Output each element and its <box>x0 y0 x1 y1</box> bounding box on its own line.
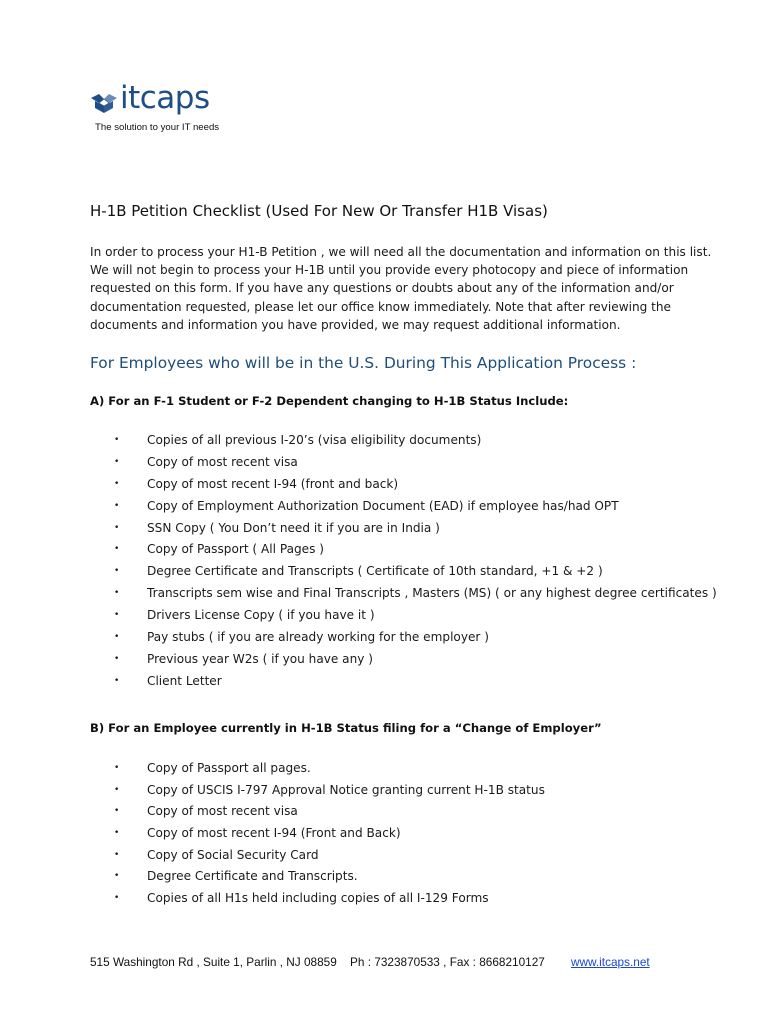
bullet-icon: • <box>114 675 120 686</box>
bullet-icon: • <box>114 588 120 599</box>
checklist-item <box>0 888 770 910</box>
section-heading: For Employees who will be in the U.S. During This Application Process : <box>90 354 637 372</box>
checklist-item <box>0 758 770 780</box>
checklist-item <box>0 583 770 605</box>
checklist-item <box>0 452 770 474</box>
checklist-item <box>0 801 770 823</box>
checklist-item-text: Copy of Social Security Card <box>147 847 319 862</box>
checklist-item <box>0 627 770 649</box>
checklist-item-text: Copy of most recent I-94 (Front and Back) <box>147 826 401 841</box>
checklist-item-text: Previous year W2s ( if you have any ) <box>147 651 373 666</box>
checklist-item-text: Copy of most recent I-94 (front and back) <box>147 476 399 491</box>
logo-emblem-icon <box>90 92 118 114</box>
footer-address: 515 Washington Rd , Suite 1, Parlin , NJ 08859 <box>90 955 337 969</box>
bullet-icon: • <box>114 566 120 577</box>
checklist-item <box>0 474 770 496</box>
logo-tagline: The solution to your IT needs <box>95 122 220 133</box>
intro-paragraph <box>90 243 712 334</box>
checklist-item-text: Degree Certificate and Transcripts ( Certificate of 10th standard, +1 & +2 ) <box>147 564 603 579</box>
section-a-heading: A) For an F-1 Student or F-2 Dependent changing to H-1B Status Include: <box>90 394 569 408</box>
checklist-item-text: Client Letter <box>147 673 222 688</box>
checklist-item <box>0 518 770 540</box>
company-logo <box>90 80 290 138</box>
bullet-icon: • <box>114 784 120 795</box>
checklist-item-text: Drivers License Copy ( if you have it ) <box>147 608 375 623</box>
bullet-icon: • <box>114 806 120 817</box>
bullet-icon: • <box>114 653 120 664</box>
intro-line: documents and information you have provided, we may request additional information. <box>90 317 621 332</box>
bullet-icon: • <box>114 849 120 860</box>
checklist-item <box>0 430 770 452</box>
document-title: H-1B Petition Checklist (Used For New Or Transfer H1B Visas) <box>90 202 548 220</box>
intro-line: We will not begin to process your H-1B until you provide every photocopy and piece of information <box>90 263 689 278</box>
footer-phone-fax: Ph : 7323870533 , Fax : 8668210127 <box>350 955 545 969</box>
bullet-icon: • <box>114 610 120 621</box>
intro-line: documentation requested, please let our office know immediately. Note that after reviewing the <box>90 299 671 314</box>
checklist-item <box>0 671 770 693</box>
checklist-item <box>0 496 770 518</box>
checklist-item <box>0 561 770 583</box>
section-a-checklist <box>0 430 770 693</box>
bullet-icon: • <box>114 478 120 489</box>
bullet-icon: • <box>114 632 120 643</box>
bullet-icon: • <box>114 828 120 839</box>
intro-line: In order to process your H1-B Petition , we will need all the documentation and information on this list. <box>90 245 712 259</box>
bullet-icon: • <box>114 522 120 533</box>
checklist-item-text: Copy of Employment Authorization Document (EAD) if employee has/had OPT <box>147 498 619 513</box>
checklist-item <box>0 649 770 671</box>
logo-wordmark: itcaps <box>120 80 210 116</box>
intro-line: requested on this form. If you have any questions or doubts about any of the information and/or <box>90 281 674 296</box>
checklist-item-text: Copy of most recent visa <box>147 804 298 819</box>
checklist-item-text: Copy of Passport all pages. <box>147 761 311 775</box>
bullet-icon: • <box>114 435 120 445</box>
checklist-item-text: SSN Copy ( You Don’t need it if you are in India ) <box>147 520 440 535</box>
checklist-item <box>0 866 770 888</box>
checklist-item-text: Copies of all H1s held including copies of all I-129 Forms <box>147 891 489 906</box>
section-b-heading: B) For an Employee currently in H-1B Status filing for a “Change of Employer” <box>90 721 602 735</box>
checklist-item <box>0 539 770 561</box>
checklist-item-text: Copies of all previous I-20’s (visa eligibility documents) <box>147 433 482 447</box>
footer-website-link[interactable]: www.itcaps.net <box>571 955 650 969</box>
bullet-icon: • <box>114 500 120 511</box>
checklist-item-text: Transcripts sem wise and Final Transcripts , Masters (MS) ( or any highest degree certificates ) <box>147 586 717 601</box>
bullet-icon: • <box>114 893 120 904</box>
checklist-item-text: Copy of most recent visa <box>147 454 298 469</box>
bullet-icon: • <box>114 544 120 555</box>
checklist-item-text: Pay stubs ( if you are already working for the employer ) <box>147 630 489 645</box>
bullet-icon: • <box>114 456 120 467</box>
checklist-item-text: Copy of USCIS I-797 Approval Notice granting current H-1B status <box>147 782 545 797</box>
section-b-checklist <box>0 758 770 910</box>
bullet-icon: • <box>114 763 120 773</box>
checklist-item <box>0 845 770 867</box>
checklist-item <box>0 780 770 802</box>
checklist-item-text: Copy of Passport ( All Pages ) <box>147 542 324 557</box>
bullet-icon: • <box>114 871 120 882</box>
checklist-item <box>0 823 770 845</box>
checklist-item <box>0 605 770 627</box>
checklist-item-text: Degree Certificate and Transcripts. <box>147 869 358 884</box>
